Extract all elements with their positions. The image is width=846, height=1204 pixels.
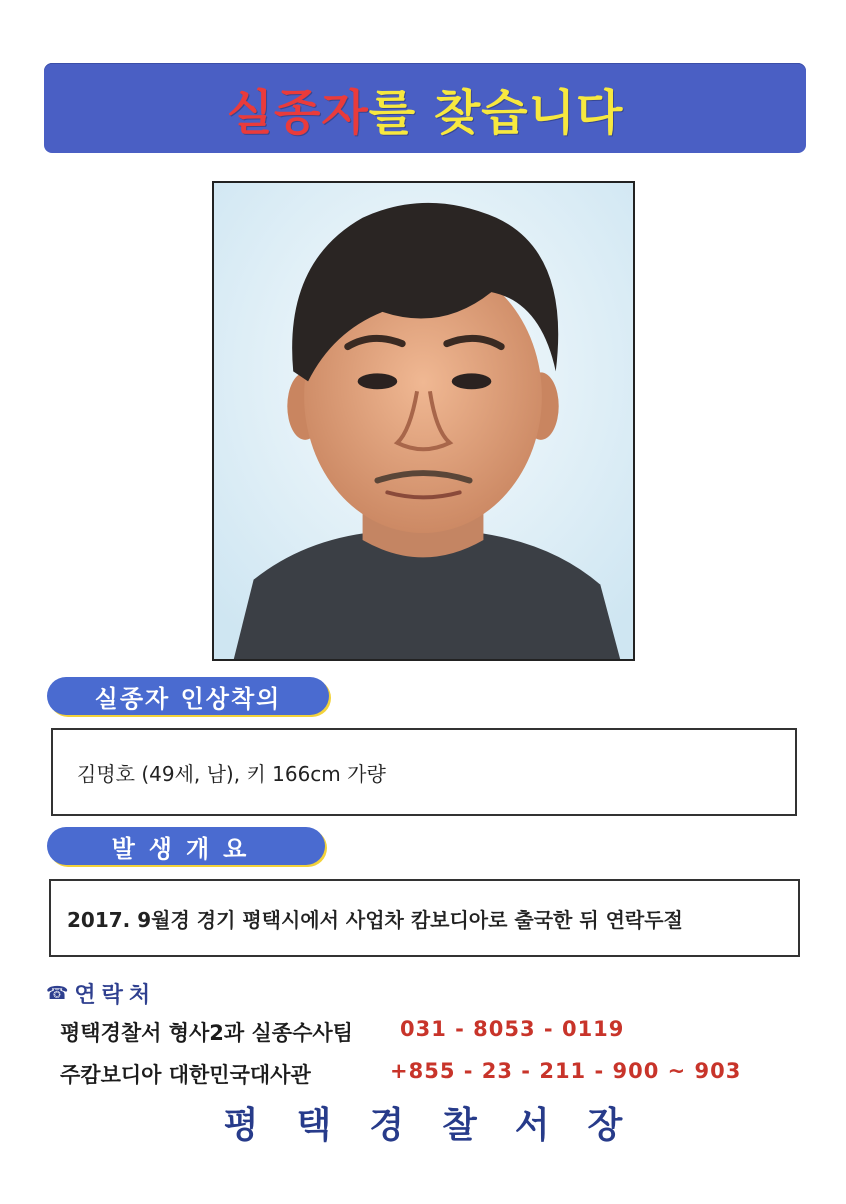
contact-row-embassy — [60, 1059, 742, 1089]
appearance-box — [51, 728, 797, 816]
appearance-label: 실종자 인상착의 — [47, 677, 329, 715]
contact-heading — [46, 978, 156, 1009]
contact-row-police — [60, 1017, 625, 1047]
summary-box — [49, 879, 800, 957]
missing-person-photo — [212, 181, 635, 661]
contact-org: 평택경찰서 형사2과 실종수사팀 — [60, 1021, 353, 1045]
phone-icon: ☎ — [46, 983, 69, 1004]
poster-title — [227, 74, 624, 143]
contact-number[interactable]: +855 - 23 - 211 - 900 ~ 903 — [390, 1059, 742, 1083]
person-portrait-icon — [214, 183, 633, 659]
poster-title-red: 실종자 — [226, 84, 369, 141]
summary-label: 발생개요 — [47, 827, 325, 865]
contact-org: 주캄보디아 대한민국대사관 — [60, 1063, 311, 1087]
appearance-text: 김명호 (49세, 남), 키 166cm 가량 — [77, 761, 386, 786]
title-banner — [44, 63, 806, 153]
poster-title-yellow: 를 찾습니다 — [368, 84, 624, 141]
contact-number[interactable]: 031 - 8053 - 0119 — [400, 1017, 625, 1041]
contact-heading-text: 연락처 — [74, 983, 157, 1008]
summary-text: 2017. 9월경 경기 평택시에서 사업차 캄보디아로 출국한 뒤 연락두절 — [67, 907, 683, 932]
police-station-name: 평택경찰서장 — [223, 1105, 661, 1146]
